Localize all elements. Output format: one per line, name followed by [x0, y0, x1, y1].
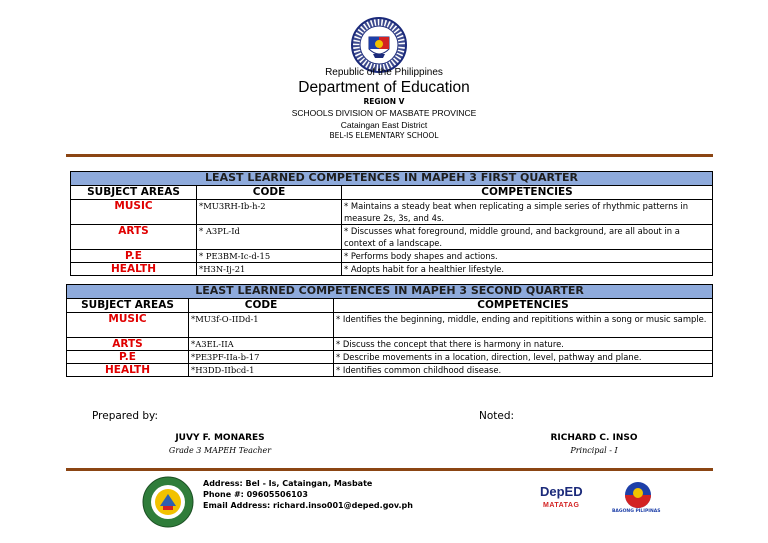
col-code: CODE [197, 186, 342, 200]
department-title: Department of Education [298, 79, 470, 96]
table-row [67, 338, 713, 351]
first-quarter-table [70, 171, 713, 276]
code-cell: *H3N-Ij-21 [197, 263, 342, 276]
col-subject-areas: SUBJECT AREAS [67, 299, 189, 313]
table-row [67, 364, 713, 377]
competency-cell: * Identifies common childhood disease. [334, 364, 713, 377]
header-divider [66, 154, 713, 157]
table-row [71, 250, 713, 263]
school-logo [142, 476, 194, 528]
competency-cell: * Performs body shapes and actions. [342, 250, 713, 263]
table-row [71, 263, 713, 276]
competency-cell: * Describe movements in a location, direction, level, pathway and plane. [334, 351, 713, 364]
footer-divider [66, 468, 713, 471]
deped-seal-logo [351, 17, 407, 73]
subject-cell: HEALTH [71, 263, 197, 276]
subject-cell: ARTS [71, 225, 197, 250]
table-row [71, 225, 713, 250]
table-row [71, 200, 713, 225]
code-cell: *H3DD-IIbcd-1 [189, 364, 334, 377]
code-cell: *A3EL-IIA [189, 338, 334, 351]
prepared-label: Prepared by: [92, 410, 158, 422]
competency-cell: * Maintains a steady beat when replicating a simple series of rhythmic patterns in measure 2s, 3s, and 4s. [342, 200, 713, 225]
table-row [67, 351, 713, 364]
matatag-logo: MATATAG [543, 502, 580, 509]
code-cell: *MU3f-O-IIDd-1 [189, 313, 334, 338]
col-subject-areas: SUBJECT AREAS [71, 186, 197, 200]
noted-name: RICHARD C. INSO [550, 433, 638, 443]
prepared-title: Grade 3 MAPEH Teacher [168, 446, 272, 455]
footer-email: Email Address: richard.inso001@deped.gov.ph [203, 501, 413, 510]
col-competencies: COMPETENCIES [342, 186, 713, 200]
noted-label: Noted: [479, 410, 515, 422]
footer-phone: Phone #: 09605506103 [203, 490, 308, 499]
subject-cell: P.E [71, 250, 197, 263]
competency-cell: * Discusses what foreground, middle ground, and background, are all about in a context of a landscape. [342, 225, 713, 250]
region-text: REGION V [363, 97, 405, 106]
second-quarter-table [66, 284, 713, 377]
noted-title: Principal - I [570, 446, 618, 455]
republic-text: Republic of the Philippines [325, 67, 443, 78]
subject-cell: MUSIC [67, 313, 189, 338]
code-cell: *MU3RH-Ib-h-2 [197, 200, 342, 225]
division-text: SCHOOLS DIVISION OF MASBATE PROVINCE [291, 108, 477, 118]
district-text: Cataingan East District [340, 120, 428, 130]
subject-cell: P.E [67, 351, 189, 364]
code-cell: *PE3PF-IIa-b-17 [189, 351, 334, 364]
table-title: LEAST LEARNED COMPETENCES IN MAPEH 3 SECOND QUARTER [67, 285, 713, 299]
table-row [67, 313, 713, 338]
table-title: LEAST LEARNED COMPETENCES IN MAPEH 3 FIRST QUARTER [71, 172, 713, 186]
deped-logo: DepED [540, 484, 583, 499]
footer-address: Address: Bel - Is, Cataingan, Masbate [203, 479, 373, 488]
competency-cell: * Adopts habit for a healthier lifestyle. [342, 263, 713, 276]
subject-cell: ARTS [67, 338, 189, 351]
prepared-name: JUVY F. MONARES [175, 433, 265, 443]
competency-cell: * Discuss the concept that there is harmony in nature. [334, 338, 713, 351]
subject-cell: HEALTH [67, 364, 189, 377]
subject-cell: MUSIC [71, 200, 197, 225]
bagong-pilipinas-text: BAGONG PILIPINAS [612, 509, 661, 514]
competency-cell: * Identifies the beginning, middle, ending and repititions within a song or music sample. [334, 313, 713, 338]
code-cell: * A3PL-Id [197, 225, 342, 250]
bagong-pilipinas-logo [614, 481, 662, 509]
code-cell: * PE3BM-Ic-d-15 [197, 250, 342, 263]
col-competencies: COMPETENCIES [334, 299, 713, 313]
col-code: CODE [189, 299, 334, 313]
school-text: BEL-IS ELEMENTARY SCHOOL [329, 131, 439, 140]
